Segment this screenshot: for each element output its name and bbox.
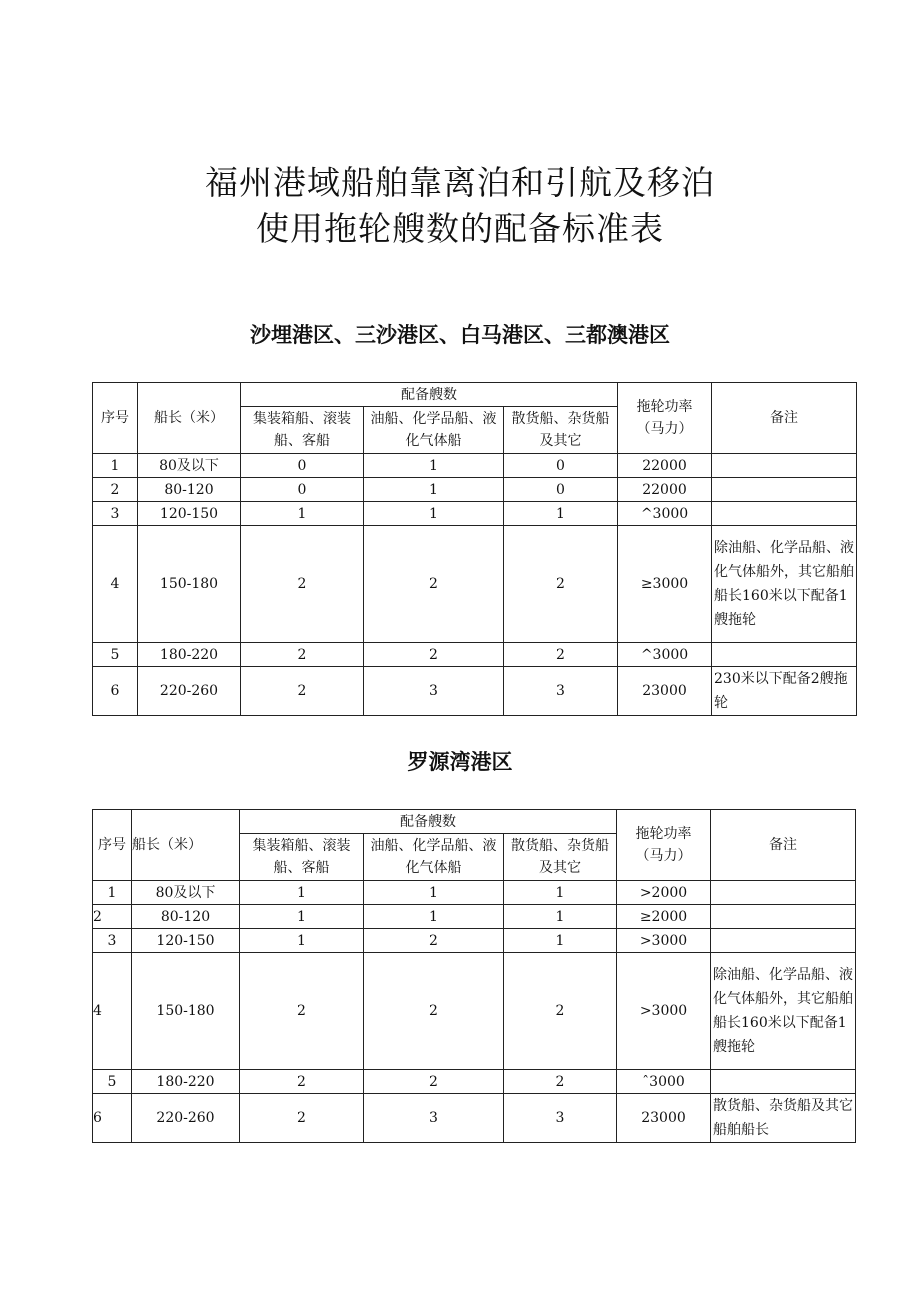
cell-container: 2 (240, 1070, 364, 1094)
cell-power: ≥3000 (618, 526, 712, 643)
header-container: 集装箱船、滚装船、客船 (241, 407, 364, 454)
section-title-1: 沙埋港区、三沙港区、白马港区、三都澳港区 (250, 323, 670, 347)
cell-oil: 2 (364, 929, 504, 953)
cell-remark (712, 478, 857, 502)
cell-container: 1 (240, 905, 364, 929)
cell-remark: 除油船、化学品船、液化气体船外，其它船舶船长160米以下配备1艘拖轮 (711, 953, 856, 1070)
cell-remark (711, 929, 856, 953)
cell-length: 80及以下 (132, 881, 240, 905)
cell-oil: 2 (364, 1070, 504, 1094)
cell-length: 180-220 (132, 1070, 240, 1094)
cell-power: >3000 (617, 953, 711, 1070)
cell-power: >2000 (617, 881, 711, 905)
header-length: 船长（米） (138, 383, 241, 454)
cell-container: 0 (241, 478, 364, 502)
cell-container: 1 (240, 881, 364, 905)
cell-length: 220-260 (138, 667, 241, 716)
cell-oil: 3 (364, 667, 504, 716)
cell-seq: 4 (93, 526, 138, 643)
cell-oil: 1 (364, 454, 504, 478)
cell-container: 2 (241, 526, 364, 643)
table-row (93, 881, 856, 905)
cell-remark (711, 881, 856, 905)
cell-container: 2 (241, 643, 364, 667)
cell-power: ^3000 (618, 643, 712, 667)
cell-bulk: 2 (504, 643, 618, 667)
cell-seq: 3 (93, 502, 138, 526)
cell-power: 23000 (618, 667, 712, 716)
cell-bulk: 2 (504, 526, 618, 643)
cell-remark: 散货船、杂货船及其它船舶船长 (711, 1094, 856, 1143)
cell-seq: 6 (93, 667, 138, 716)
cell-length: 120-150 (132, 929, 240, 953)
table-row (93, 1070, 856, 1094)
table-row (93, 953, 856, 1070)
cell-oil: 3 (364, 1094, 504, 1143)
header-oil: 油船、化学品船、液化气体船 (364, 407, 504, 454)
cell-power: ^3000 (618, 502, 712, 526)
cell-power: >3000 (617, 929, 711, 953)
cell-oil: 2 (364, 643, 504, 667)
cell-oil: 2 (364, 953, 504, 1070)
cell-container: 2 (240, 953, 364, 1070)
header-length: 船长（米） (132, 810, 240, 881)
cell-seq: 4 (93, 953, 132, 1070)
cell-power: 22000 (618, 454, 712, 478)
cell-bulk: 2 (504, 953, 617, 1070)
cell-container: 2 (240, 1094, 364, 1143)
cell-seq: 5 (93, 1070, 132, 1094)
cell-power: 22000 (618, 478, 712, 502)
cell-container: 1 (241, 502, 364, 526)
cell-remark (712, 502, 857, 526)
cell-bulk: 3 (504, 1094, 617, 1143)
cell-container: 0 (241, 454, 364, 478)
header-power: 拖轮功率（马力） (617, 810, 711, 881)
cell-length: 80及以下 (138, 454, 241, 478)
header-seq: 序号 (93, 810, 132, 881)
cell-length: 180-220 (138, 643, 241, 667)
cell-power: ≥2000 (617, 905, 711, 929)
table-row (93, 905, 856, 929)
tug-standard-table-1 (92, 382, 857, 716)
header-container: 集装箱船、滚装船、客船 (240, 834, 364, 881)
cell-length: 80-120 (138, 478, 241, 502)
header-seq: 序号 (93, 383, 138, 454)
document-title-line2: 使用拖轮艘数的配备标准表 (256, 209, 664, 248)
table-row (93, 1094, 856, 1143)
cell-bulk: 1 (504, 502, 618, 526)
table-row (93, 643, 857, 667)
cell-oil: 1 (364, 502, 504, 526)
cell-length: 220-260 (132, 1094, 240, 1143)
cell-seq: 2 (93, 905, 132, 929)
cell-remark: 230米以下配备2艘拖轮 (712, 667, 857, 716)
cell-seq: 5 (93, 643, 138, 667)
cell-oil: 1 (364, 881, 504, 905)
table-row (93, 502, 857, 526)
cell-remark (712, 643, 857, 667)
cell-bulk: 3 (504, 667, 618, 716)
tug-standard-table-2 (92, 809, 856, 1143)
cell-length: 120-150 (138, 502, 241, 526)
table-row (93, 478, 857, 502)
cell-oil: 2 (364, 526, 504, 643)
header-remark: 备注 (711, 810, 856, 881)
cell-length: 150-180 (138, 526, 241, 643)
cell-length: 80-120 (132, 905, 240, 929)
cell-bulk: 2 (504, 1070, 617, 1094)
table-row (93, 667, 857, 716)
header-count-group: 配备艘数 (240, 810, 617, 834)
cell-power: ˆ3000 (617, 1070, 711, 1094)
cell-seq: 6 (93, 1094, 132, 1143)
cell-bulk: 1 (504, 905, 617, 929)
cell-seq: 1 (93, 881, 132, 905)
table-row (93, 454, 857, 478)
cell-seq: 2 (93, 478, 138, 502)
cell-container: 2 (241, 667, 364, 716)
cell-bulk: 0 (504, 478, 618, 502)
header-count-group: 配备艘数 (241, 383, 618, 407)
cell-remark (711, 905, 856, 929)
table-row (93, 929, 856, 953)
cell-oil: 1 (364, 905, 504, 929)
header-oil: 油船、化学品船、液化气体船 (364, 834, 504, 881)
header-remark: 备注 (712, 383, 857, 454)
cell-seq: 1 (93, 454, 138, 478)
section-title-2: 罗源湾港区 (407, 750, 513, 774)
cell-remark (712, 454, 857, 478)
cell-bulk: 1 (504, 929, 617, 953)
cell-oil: 1 (364, 478, 504, 502)
cell-power: 23000 (617, 1094, 711, 1143)
cell-length: 150-180 (132, 953, 240, 1070)
header-bulk: 散货船、杂货船及其它 (504, 407, 618, 454)
cell-remark: 除油船、化学品船、液化气体船外，其它船舶船长160米以下配备1艘拖轮 (712, 526, 857, 643)
table-row (93, 526, 857, 643)
cell-bulk: 1 (504, 881, 617, 905)
cell-seq: 3 (93, 929, 132, 953)
header-bulk: 散货船、杂货船及其它 (504, 834, 617, 881)
header-power: 拖轮功率（马力） (618, 383, 712, 454)
cell-container: 1 (240, 929, 364, 953)
document-title-line1: 福州港域船舶靠离泊和引航及移泊 (205, 163, 715, 202)
cell-remark (711, 1070, 856, 1094)
cell-bulk: 0 (504, 454, 618, 478)
